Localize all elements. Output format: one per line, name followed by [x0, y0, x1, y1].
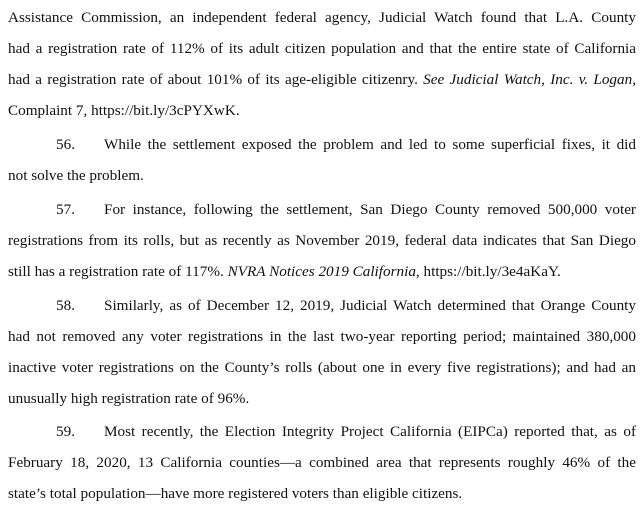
text-line	[8, 37, 636, 61]
line-text: had not removed any voter registrations in the last two-year reporting period; maintained 380,000	[8, 328, 636, 345]
text-line	[8, 68, 636, 92]
text-line	[8, 482, 636, 506]
paragraph-59-line	[8, 420, 636, 444]
text-line	[8, 260, 636, 284]
citation-italic: NVRA Notices 2019 California	[227, 263, 416, 280]
text-line	[8, 356, 636, 380]
text-line	[8, 387, 636, 411]
text-line	[8, 325, 636, 349]
line-text: unusually high registration rate of 96%.	[8, 390, 250, 407]
line-text: February 18, 2020, 13 California counties—a combined area that represents roughly 46% of the	[8, 454, 636, 471]
text-line	[8, 6, 636, 30]
line-text: Similarly, as of December 12, 2019, Judicial Watch determined that Orange County	[104, 297, 636, 314]
line-text: registrations from its rolls, but as recently as November 2019, federal data indicates that San Diego	[8, 232, 636, 249]
line-text: For instance, following the settlement, San Diego County removed 500,000 voter	[104, 201, 636, 218]
link-text: , https://bit.ly/3e4aKaY.	[415, 263, 561, 280]
line-text: Most recently, the Election Integrity Project California (EIPCa) reported that, as of	[104, 423, 636, 440]
line-text: Complaint 7, https://bit.ly/3cPYXwK.	[8, 102, 240, 119]
paragraph-number: 57.	[56, 201, 75, 218]
line-text: not solve the problem.	[8, 167, 144, 184]
text-line	[8, 451, 636, 475]
line-text: While the settlement exposed the problem and led to some superficial fixes, it did	[104, 136, 636, 153]
paragraph-56-line	[8, 133, 636, 157]
paragraph-number: 56.	[56, 136, 75, 153]
paragraph-number: 59.	[56, 423, 75, 440]
text-line	[8, 99, 636, 123]
line-text: had a registration rate of about 101% of its age-eligible citizenry.	[8, 71, 418, 88]
line-text: inactive voter registrations on the County’s rolls (about one in every five registrations); and had an	[8, 359, 636, 376]
paragraph-number: 58.	[56, 297, 75, 314]
paragraph-57-line	[8, 198, 636, 222]
text-line	[8, 164, 636, 188]
line-text: had a registration rate of 112% of its adult citizen population and that the entire state of California	[8, 40, 636, 57]
citation-italic: See Judicial Watch, Inc. v. Logan,	[423, 71, 637, 88]
line-text: state’s total population—have more registered voters than eligible citizens.	[8, 485, 463, 502]
text-line	[8, 229, 636, 253]
paragraph-58-line	[8, 294, 636, 318]
line-text: still has a registration rate of 117%.	[8, 263, 224, 280]
line-text: Assistance Commission, an independent federal agency, Judicial Watch found that L.A. County	[8, 9, 636, 26]
